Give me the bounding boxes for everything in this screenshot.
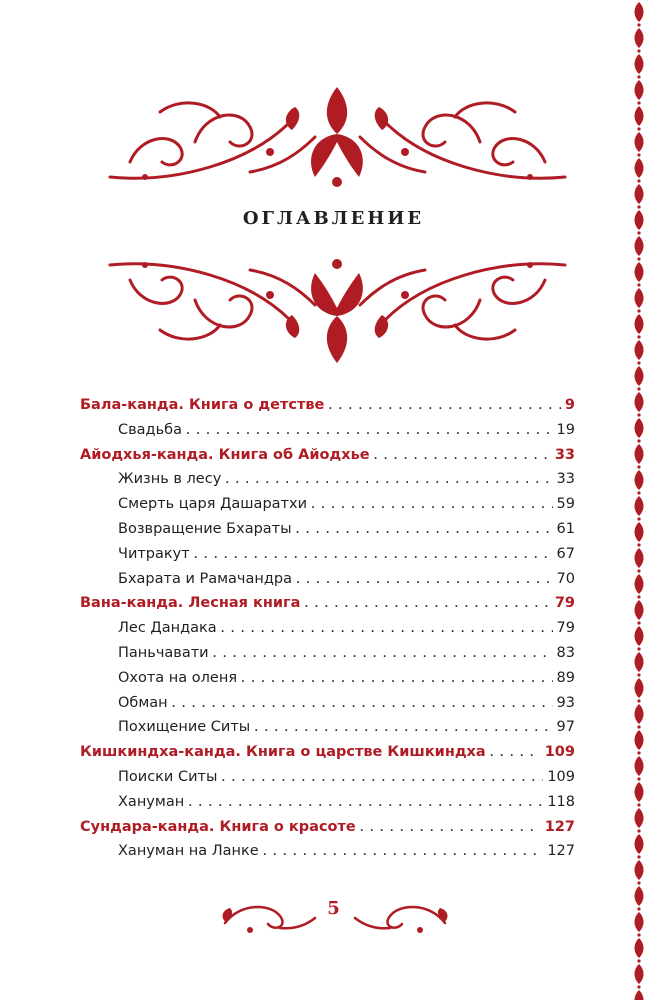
toc-chapter-entry [80, 492, 575, 517]
border-leaf-shape [635, 730, 644, 750]
border-dot [637, 803, 640, 806]
border-leaf-shape [635, 80, 644, 100]
border-dot [637, 439, 640, 442]
toc-entry-page: 19 [556, 421, 575, 438]
border-leaf-shape [635, 236, 644, 256]
border-leaf-shape [635, 938, 644, 958]
border-dot [637, 361, 640, 364]
toc-entry-title: Вана-канда. Лесная книга [80, 595, 301, 612]
border-leaf-shape [635, 704, 644, 724]
toc-entry-page: 33 [554, 446, 575, 463]
toc-entry-title: Похищение Ситы [118, 719, 251, 736]
border-leaf-shape [635, 496, 644, 516]
toc-leader-dots [221, 765, 543, 790]
toc-part-entry [80, 443, 575, 468]
toc-entry-title: Паньчавати [118, 644, 209, 661]
border-dot [637, 257, 640, 260]
toc-chapter-entry [80, 567, 575, 592]
border-dot [637, 283, 640, 286]
toc-entry-title: Смерть царя Дашаратхи [118, 496, 307, 513]
border-leaf-shape [635, 158, 644, 178]
border-dot [637, 569, 640, 572]
border-leaf-shape [635, 314, 644, 334]
toc-leader-dots [311, 492, 553, 517]
toc-entry-title: Охота на оленя [118, 669, 238, 686]
border-dot [637, 699, 640, 702]
toc-leader-dots [296, 567, 553, 592]
toc-leader-dots [304, 591, 550, 616]
border-dot [637, 829, 640, 832]
toc-entry-title: Читракут [118, 545, 190, 562]
border-leaf-shape [635, 652, 644, 672]
toc-entry-title: Возвращение Бхараты [118, 520, 292, 537]
toc-entry-page: 33 [556, 471, 575, 488]
toc-leader-dots [194, 542, 553, 567]
border-leaf-shape [635, 340, 644, 360]
border-dot [637, 49, 640, 52]
border-dot [637, 75, 640, 78]
toc-entry-page: 61 [556, 520, 575, 537]
toc-entry-page: 59 [556, 496, 575, 513]
toc-entry-title: Обман [118, 694, 168, 711]
border-leaf-shape [635, 132, 644, 152]
toc-leader-dots [328, 393, 561, 418]
toc-entry-title: Жизнь в лесу [118, 471, 222, 488]
border-dot [637, 933, 640, 936]
toc-chapter-entry [80, 790, 575, 815]
border-dot [637, 491, 640, 494]
toc-leader-dots [188, 790, 543, 815]
page-number: 5 [327, 898, 340, 919]
toc-entry-page: 127 [544, 818, 575, 835]
border-dot [637, 673, 640, 676]
decorative-border-strip [630, 0, 648, 1000]
border-leaf-shape [635, 808, 644, 828]
toc-entry-title: Свадьба [118, 421, 182, 438]
toc-entry-page: 97 [556, 719, 575, 736]
border-dot [637, 465, 640, 468]
toc-leader-dots [263, 839, 544, 864]
border-leaf-shape [635, 418, 644, 438]
toc-leader-dots [172, 691, 553, 716]
toc-entry-page: 83 [556, 644, 575, 661]
border-dot [637, 413, 640, 416]
border-leaf-shape [635, 366, 644, 386]
border-dot [637, 985, 640, 988]
border-dot [637, 647, 640, 650]
toc-entry-page: 9 [564, 397, 575, 413]
border-dot [637, 855, 640, 858]
border-dot [637, 23, 640, 26]
toc-entry-title: Сундара-канда. Книга о красоте [80, 818, 356, 835]
border-leaf-shape [635, 600, 644, 620]
toc-entry-page: 79 [554, 595, 575, 612]
border-leaf-shape [635, 522, 644, 542]
toc-entry-title: Хануман [118, 793, 185, 810]
toc-entry-title: Бхарата и Рамачандра [118, 570, 292, 587]
border-leaf-shape [635, 392, 644, 412]
toc-chapter-entry [80, 715, 575, 740]
border-dot [637, 543, 640, 546]
border-leaf-shape [635, 470, 644, 490]
border-leaf-shape [635, 756, 644, 776]
border-dot [637, 335, 640, 338]
toc-chapter-entry [80, 542, 575, 567]
toc-entry-title: Бала-канда. Книга о детстве [80, 397, 325, 413]
bottom-ornament [100, 250, 575, 368]
border-dot [637, 751, 640, 754]
toc-leader-dots [213, 641, 553, 666]
border-leaf-shape [635, 444, 644, 464]
border-dot [637, 621, 640, 624]
toc-chapter-entry [80, 691, 575, 716]
toc-chapter-entry [80, 765, 575, 790]
toc-entry-page: 93 [556, 694, 575, 711]
toc-leader-dots [254, 715, 552, 740]
border-dot [637, 387, 640, 390]
top-ornament [100, 82, 575, 192]
toc-chapter-entry [80, 666, 575, 691]
page-title: ОГЛАВЛЕНИЕ [242, 208, 425, 229]
toc-entry-page: 118 [547, 793, 575, 810]
toc-entry-title: Лес Дандака [118, 620, 217, 637]
border-leaf-shape [635, 964, 644, 984]
border-leaf-shape [635, 288, 644, 308]
border-dot [637, 231, 640, 234]
border-leaf-shape [635, 262, 644, 282]
border-leaf-shape [635, 990, 644, 1000]
toc-chapter-entry [80, 616, 575, 641]
table-of-contents [80, 393, 575, 864]
border-leaf-shape [635, 54, 644, 74]
toc-leader-dots [360, 815, 541, 840]
toc-leader-dots [186, 418, 553, 443]
toc-entry-page: 89 [556, 669, 575, 686]
toc-entry-page: 109 [547, 768, 575, 785]
toc-part-entry [80, 591, 575, 616]
toc-leader-dots [374, 443, 551, 468]
border-leaf-shape [635, 860, 644, 880]
border-dot [637, 725, 640, 728]
border-leaf-shape [635, 834, 644, 854]
toc-chapter-entry [80, 418, 575, 443]
toc-chapter-entry [80, 641, 575, 666]
border-leaf-shape [635, 2, 644, 22]
toc-part-entry [80, 815, 575, 840]
toc-entry-page: 79 [556, 620, 575, 637]
toc-entry-page: 67 [556, 545, 575, 562]
border-leaf-shape [635, 626, 644, 646]
border-leaf-shape [635, 782, 644, 802]
toc-chapter-entry [80, 467, 575, 492]
border-dot [637, 517, 640, 520]
toc-entry-page: 109 [544, 744, 575, 761]
border-dot [637, 179, 640, 182]
toc-part-entry [80, 393, 575, 418]
border-dot [637, 777, 640, 780]
border-leaf-shape [635, 678, 644, 698]
border-leaf-shape [635, 28, 644, 48]
toc-entry-title: Айодхья-канда. Книга об Айодхье [80, 446, 370, 463]
toc-leader-dots [490, 740, 541, 765]
border-dot [637, 595, 640, 598]
toc-chapter-entry [80, 839, 575, 864]
border-dot [637, 101, 640, 104]
toc-entry-title: Поиски Ситы [118, 768, 218, 785]
toc-entry-page: 70 [556, 570, 575, 587]
toc-part-entry [80, 740, 575, 765]
border-leaf-shape [635, 574, 644, 594]
toc-entry-page: 127 [547, 843, 575, 860]
border-dot [637, 309, 640, 312]
border-dot [637, 127, 640, 130]
toc-entry-title: Хануман на Ланке [118, 843, 259, 860]
toc-leader-dots [296, 517, 553, 542]
border-leaf-shape [635, 106, 644, 126]
border-leaf-shape [635, 548, 644, 568]
border-dot [637, 959, 640, 962]
border-dot [637, 153, 640, 156]
toc-leader-dots [241, 666, 553, 691]
border-leaf-shape [635, 184, 644, 204]
toc-entry-title: Кишкиндха-канда. Книга о царстве Кишкиндха [80, 744, 486, 761]
toc-leader-dots [221, 616, 553, 641]
toc-chapter-entry [80, 517, 575, 542]
border-dot [637, 881, 640, 884]
toc-leader-dots [225, 467, 552, 492]
